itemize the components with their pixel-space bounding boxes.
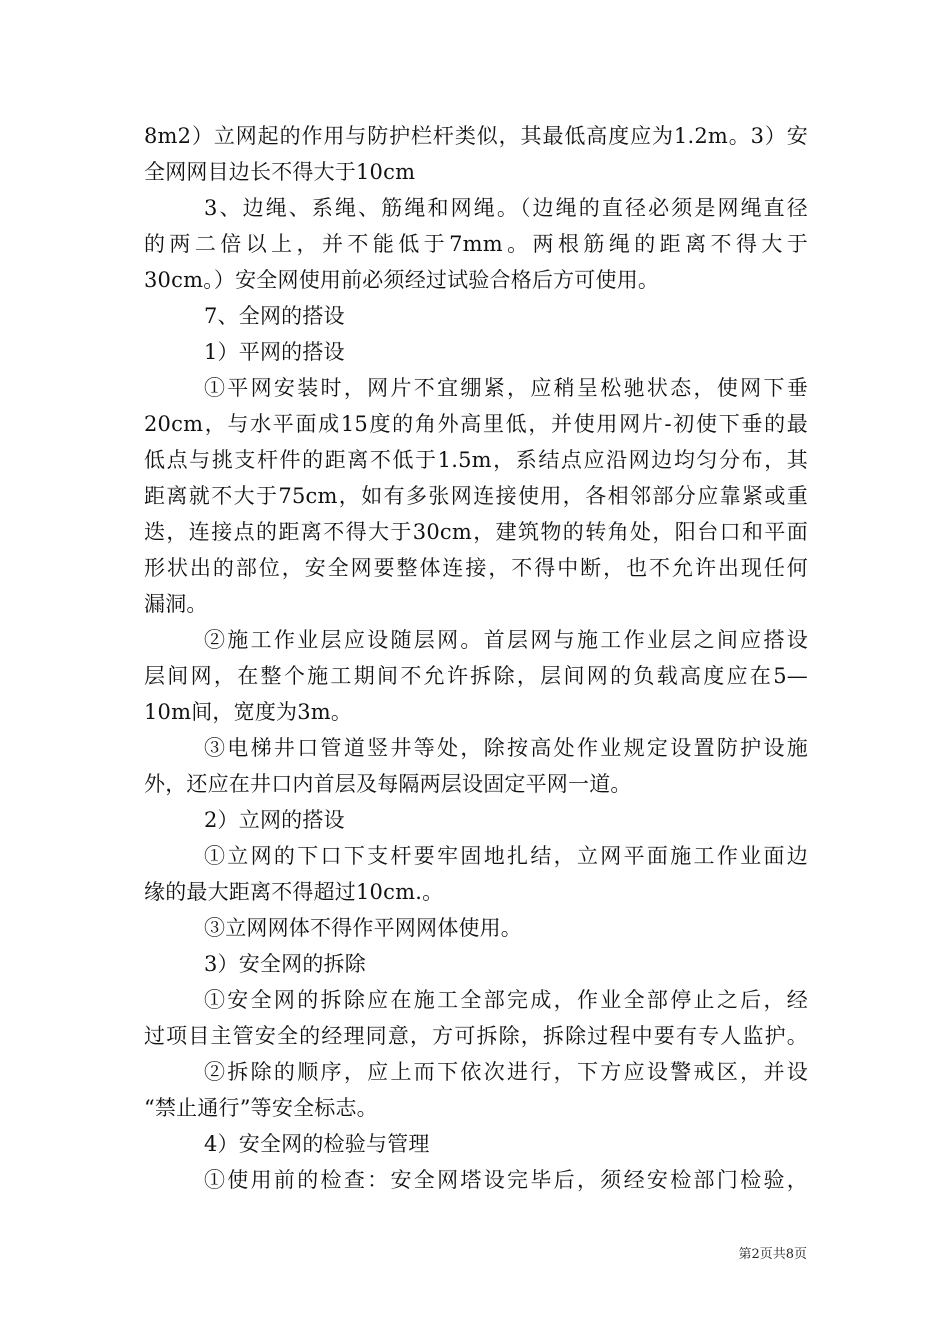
text-line: 缘的最大距离不得超过10cm.。 — [144, 880, 444, 904]
text-line: 2）立网的搭设 — [204, 808, 345, 832]
text-line: 8m2）立网起的作用与防护栏杆类似，其最低高度应为1.2m。3）安 — [144, 124, 808, 148]
text-line: ②施工作业层应设随层网。首层网与施工作业层之间应搭设 — [204, 628, 808, 652]
text-line: 迭，连接点的距离不得大于30cm，建筑物的转角处，阳台口和平面 — [144, 520, 808, 544]
text-line: 过项目主管安全的经理同意，方可拆除，拆除过程中要有专人监护。 — [144, 1024, 808, 1048]
text-line: ③立网网体不得作平网网体使用。 — [204, 916, 522, 940]
text-line: ②拆除的顺序，应上而下依次进行，下方应设警戒区，并设 — [204, 1060, 808, 1084]
text-line: 1）平网的搭设 — [204, 340, 345, 364]
text-line: 3）安全网的拆除 — [204, 952, 366, 976]
text-line: ①平网安装时，网片不宜绷紧，应稍呈松驰状态，使网下垂 — [204, 376, 808, 400]
text-line: ①安全网的拆除应在施工全部完成，作业全部停止之后，经 — [204, 988, 808, 1012]
text-line: 全网网目边长不得大于10cm — [144, 160, 416, 184]
text-line: 距离就不大于75cm，如有多张网连接使用，各相邻部分应靠紧或重 — [144, 484, 808, 508]
text-line: 4）安全网的检验与管理 — [204, 1132, 430, 1156]
page-number-footer: 第2页共8页 — [738, 1247, 807, 1262]
text-line: 的两二倍以上，并不能低于7mm。两根筋绳的距离不得大于 — [144, 232, 808, 256]
text-line: 低点与挑支杆件的距离不低于1.5m，系结点应沿网边均匀分布，其 — [144, 448, 808, 472]
text-line: ①立网的下口下支杆要牢固地扎结，立网平面施工作业面边 — [204, 844, 808, 868]
text-line: 20cm，与水平面成15度的角外高里低，并使用网片-初使下垂的最 — [144, 412, 808, 436]
text-line: “禁止通行”等安全标志。 — [144, 1096, 378, 1120]
text-line: 3、边绳、系绳、筋绳和网绳。（边绳的直径必须是网绳直径 — [204, 196, 808, 220]
text-line: 层间网，在整个施工期间不允许拆除，层间网的负载高度应在5— — [144, 664, 808, 688]
document-body — [144, 118, 808, 1198]
text-line: ③电梯井口管道竖井等处，除按高处作业规定设置防护设施 — [204, 736, 808, 760]
text-line: 7、全网的搭设 — [204, 304, 345, 328]
text-line: 形状出的部位，安全网要整体连接，不得中断，也不允许出现任何 — [144, 556, 808, 580]
text-line: 外，还应在井口内首层及每隔两层设固定平网一道。 — [144, 772, 632, 796]
text-line: 漏洞。 — [144, 592, 208, 616]
text-line: 30cm。）安全网使用前必须经过试验合格后方可使用。 — [144, 268, 660, 292]
text-line: 10m间，宽度为3m。 — [144, 700, 353, 724]
text-line: ①使用前的检查：安全网塔设完毕后，须经安检部门检验， — [204, 1168, 808, 1192]
